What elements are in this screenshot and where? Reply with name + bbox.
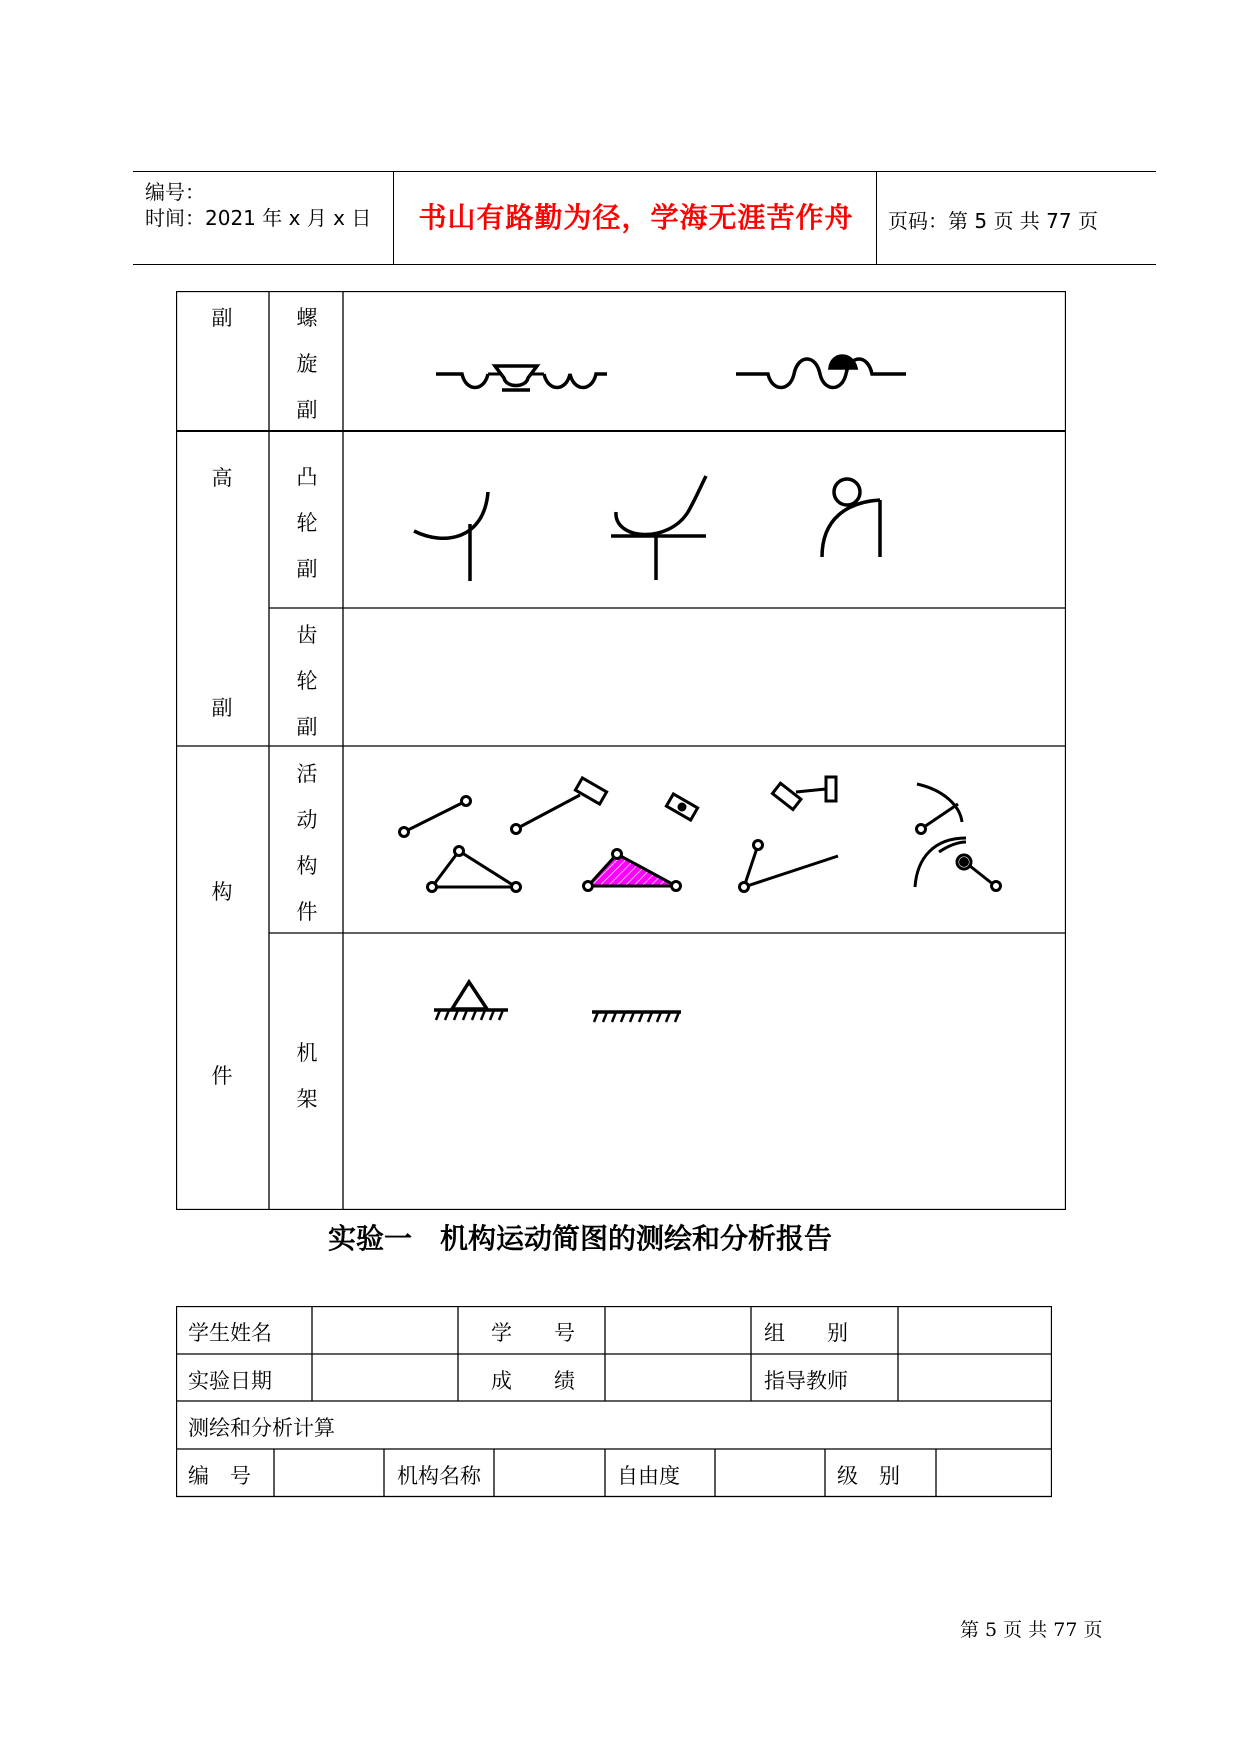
slider-block-symbol [666, 794, 697, 820]
fixed-frame-symbol [592, 1012, 681, 1022]
label-grade-level: 级 别 [837, 1464, 900, 1488]
screw-pair-symbol-2 [736, 356, 906, 388]
label-mechanism-name: 机构名称 [397, 1464, 481, 1488]
time-label: 时间：2021 年 x 月 x 日 [145, 206, 372, 230]
type-char: 齿 [296, 623, 318, 647]
type-char: 副 [296, 557, 318, 581]
type-char: 副 [296, 398, 318, 422]
type-char: 机 [296, 1041, 318, 1065]
category-char: 件 [211, 1064, 233, 1088]
type-char: 副 [296, 715, 318, 739]
label-score: 成 绩 [491, 1369, 575, 1393]
hatched-ternary-link-symbol [584, 850, 681, 891]
type-char: 动 [296, 808, 318, 832]
category-char: 副 [211, 696, 233, 720]
type-char: 凸 [296, 465, 318, 489]
label-degrees-of-freedom: 自由度 [617, 1464, 680, 1488]
cam-pair-symbol-2 [611, 476, 706, 580]
ternary-link-symbol [428, 847, 521, 892]
type-char: 螺 [296, 306, 318, 330]
type-char: 件 [296, 900, 318, 924]
type-char: 构 [296, 854, 318, 878]
pivot-frame-symbol [434, 982, 508, 1020]
category-char: 构 [211, 880, 233, 904]
report-table-grid [176, 1306, 1052, 1498]
type-char: 活 [296, 762, 318, 786]
slider-with-rod-symbol [772, 777, 836, 810]
type-char: 架 [296, 1087, 318, 1111]
page-footer: 第 5 页 共 77 页 [960, 1619, 1103, 1641]
label-instructor: 指导教师 [764, 1369, 848, 1393]
page-info: 页码：第 5 页 共 77 页 [888, 209, 1098, 233]
category-char: 高 [211, 466, 233, 490]
label-number: 编 号 [188, 1464, 251, 1488]
bent-link-symbol [740, 841, 839, 892]
arc-link-with-roller-symbol [915, 838, 1001, 891]
category-char: 副 [211, 306, 233, 330]
link-with-slider-symbol [512, 778, 607, 834]
type-char: 轮 [296, 669, 318, 693]
screw-pair-symbol-1 [436, 366, 607, 390]
number-label: 编号： [145, 180, 205, 204]
cam-pair-symbol-1 [414, 492, 488, 581]
cam-pair-symbol-3 [822, 479, 880, 557]
label-measurement-analysis: 测绘和分析计算 [188, 1416, 335, 1440]
label-experiment-date: 实验日期 [188, 1369, 272, 1393]
type-char: 旋 [296, 352, 318, 376]
type-char: 轮 [296, 511, 318, 535]
binary-link-symbol [400, 797, 471, 837]
label-student-name: 学生姓名 [188, 1321, 272, 1345]
motto-text: 书山有路勤为径，学海无涯苦作舟 [418, 201, 854, 234]
label-group: 组 别 [764, 1321, 848, 1345]
label-student-id: 学 号 [491, 1321, 575, 1345]
report-title: 实验一 机构运动简图的测绘和分析报告 [327, 1222, 832, 1255]
arc-link-symbol [917, 784, 963, 834]
